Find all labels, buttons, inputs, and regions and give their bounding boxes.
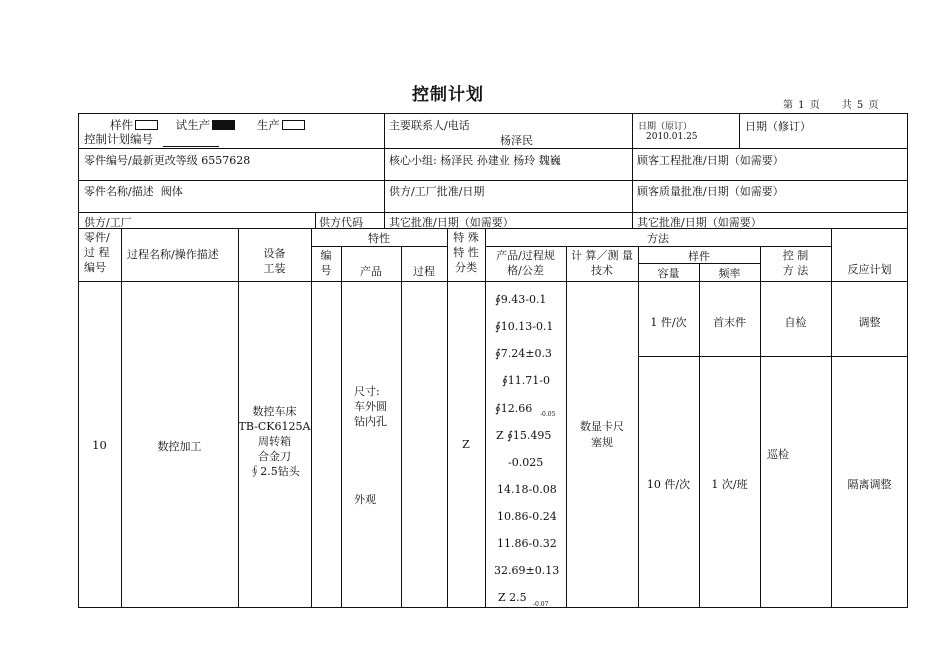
- col-sample-size: 容量: [657, 267, 680, 280]
- trial-checkbox[interactable]: [212, 120, 235, 130]
- customer-eng-approval-label: 顾客工程批准/日期（如需要）: [637, 154, 784, 167]
- equipment-item: TB-CK6125A: [238, 420, 311, 433]
- spec-item: ∮11.71-0: [502, 374, 550, 387]
- col-reaction-plan: 反应计划: [847, 263, 892, 276]
- col-control-method-line2: 方 法: [782, 264, 809, 277]
- page-no: 第 1 页: [783, 100, 820, 111]
- equipment-item: 数控车床: [252, 405, 297, 418]
- col-sample: 样件: [688, 250, 710, 263]
- production-checkbox[interactable]: [282, 120, 305, 130]
- col-char-no-line2: 号: [320, 264, 332, 277]
- spec-item: ∮7.24±0.3: [495, 347, 552, 360]
- supplier-approval-label: 供方/工厂批准/日期: [389, 185, 485, 198]
- col-special-char-line1: 特 殊: [453, 231, 479, 244]
- col-equipment-line2: 工装: [263, 262, 286, 275]
- col-part-process-no-line1: 零件/: [84, 231, 110, 244]
- sample-label: 样件: [110, 118, 133, 132]
- part-no-label: 零件编号/最新更改等级 6557628: [84, 154, 251, 167]
- core-team-label: 核心小组: 杨泽民 孙建业 杨玲 魏巍: [389, 154, 561, 167]
- product-char-line: 尺寸:: [354, 385, 380, 398]
- spec-item: ∮12.66: [495, 402, 533, 415]
- col-spec-tolerance: [485, 248, 566, 278]
- col-char-no-line1: 编: [320, 249, 332, 262]
- spec-item: Z 2.5: [498, 591, 527, 604]
- plan-no-label: 控制计划编号: [84, 132, 153, 146]
- measure-item: 数显卡尺: [580, 420, 624, 433]
- col-char-no: [311, 248, 341, 278]
- special-class: Z: [462, 438, 470, 451]
- col-part-process-no-line2: 过 程: [84, 246, 110, 259]
- col-spec-tolerance-line2: 格/公差: [507, 264, 544, 277]
- col-special-char-line2: 特 性: [453, 246, 479, 259]
- measure-technique: [566, 419, 638, 451]
- product-char-size: [354, 384, 387, 429]
- col-equipment-line1: 设备: [263, 247, 286, 260]
- product-char-line: 钻内孔: [354, 415, 387, 428]
- trial-label: 试生产: [175, 118, 211, 132]
- control-method-2: 巡检: [767, 448, 789, 461]
- process-no: 10: [92, 438, 107, 452]
- col-special-char: [447, 230, 485, 275]
- other-approval-label-1: 其它批准/日期（如需要）: [389, 216, 514, 229]
- supplier-code-label: 供方代码: [319, 216, 363, 229]
- process-name: 数控加工: [157, 440, 202, 453]
- col-spec-tolerance-line1: 产品/过程规: [496, 249, 555, 262]
- product-char-appearance: 外观: [354, 493, 376, 506]
- col-measure-tech-line1: 计 算／测 量: [571, 249, 633, 262]
- col-equipment: [238, 246, 311, 276]
- col-method: 方法: [647, 232, 669, 245]
- date-orig-label: 日期（原订）: [638, 122, 693, 132]
- contact-value: 杨泽民: [500, 134, 533, 147]
- product-char-line: 车外圆: [354, 400, 387, 413]
- col-control-method: [760, 248, 831, 278]
- col-part-process-no: [84, 230, 110, 275]
- customer-quality-approval-label: 顾客质量批准/日期（如需要）: [637, 185, 784, 198]
- sample-checkbox[interactable]: [135, 120, 158, 130]
- measure-item: 塞规: [591, 436, 613, 449]
- spec-item: ∮10.13-0.1: [495, 320, 554, 333]
- equipment-list: [238, 404, 311, 479]
- col-characteristics: 特性: [368, 232, 390, 245]
- col-char-process: 过程: [413, 265, 435, 278]
- spec-item: 11.86-0.32: [497, 537, 557, 550]
- page-title: 控制计划: [412, 85, 484, 105]
- part-name-field: [84, 183, 183, 199]
- sample-freq-1: 首末件: [713, 316, 746, 329]
- supplier-plant-label: 供方/工厂: [84, 216, 132, 229]
- equipment-item: 合金刀: [258, 450, 291, 463]
- contact-label: 主要联系人/电话: [389, 119, 470, 132]
- spec-item: 14.18-0.08: [497, 483, 557, 496]
- col-measure-tech-line2: 技术: [591, 264, 613, 277]
- spec-item: -0.025: [508, 456, 544, 469]
- reaction-plan-2: 隔离调整: [847, 478, 892, 491]
- date-orig-value: 2010.01.25: [646, 132, 698, 142]
- spec-item: 32.69±0.13: [494, 564, 560, 577]
- equipment-item: 周转箱: [258, 435, 291, 448]
- sample-size-1: 1 件/次: [650, 316, 687, 329]
- spec-subscript: -0.05: [540, 411, 556, 418]
- date-rev-label: 日期（修订）: [745, 120, 811, 133]
- control-method-1: 自检: [784, 316, 807, 329]
- col-char-product: 产品: [360, 265, 382, 278]
- production-label: 生产: [256, 118, 280, 132]
- col-special-char-line3: 分类: [455, 261, 477, 274]
- spec-item: Z ∮15.495: [496, 429, 552, 442]
- page-total: 共 5 页: [841, 100, 879, 111]
- col-control-method-line1: 控 制: [782, 249, 809, 262]
- col-measure-tech: [566, 248, 638, 278]
- reaction-plan-1: 调整: [858, 316, 881, 329]
- sample-freq-2: 1 次/班: [711, 478, 748, 491]
- col-sample-freq: 频率: [718, 267, 741, 280]
- part-name-value: 阀体: [160, 185, 183, 198]
- spec-item: ∮9.43-0.1: [495, 293, 547, 306]
- col-part-process-no-line3: 编号: [84, 261, 106, 274]
- sample-size-2: 10 件/次: [646, 478, 691, 491]
- spec-item: 10.86-0.24: [497, 510, 557, 523]
- plan-no-field: [84, 131, 219, 147]
- equipment-item: ∮2.5钻头: [249, 465, 300, 478]
- part-name-label: 零件名称/描述: [84, 185, 154, 198]
- spec-subscript: -0.07: [533, 601, 549, 608]
- col-process-name: 过程名称/操作描述: [127, 248, 219, 261]
- plan-no-input[interactable]: [163, 134, 219, 147]
- other-approval-label-2: 其它批准/日期（如需要）: [637, 216, 762, 229]
